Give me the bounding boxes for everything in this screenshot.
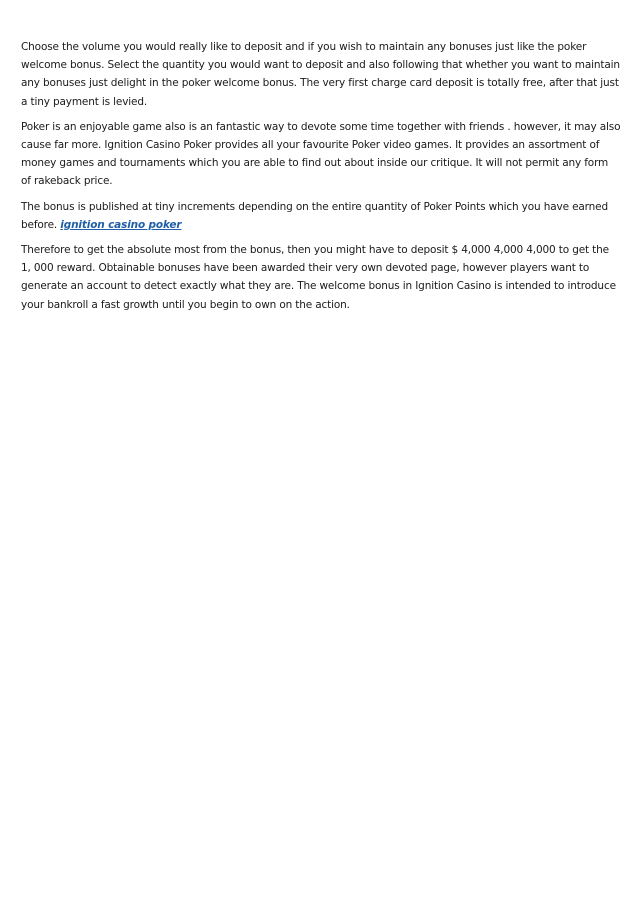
paragraph-deposit [21, 38, 621, 111]
paragraph-text: Choose the volume you would really like to deposit and if you wish to maintain any bonuses just like the poker welcome bonus. Select the quantity you would want to deposit and also following that whether you want to maintain any bonuses just delight in the poker welcome bonus. The very first charge card deposit is totally free, after that just a tiny payment is levied. [21, 41, 620, 108]
paragraph-bonus-points [21, 198, 621, 234]
paragraph-poker-game [21, 118, 621, 191]
ignition-casino-poker-link[interactable]: ignition casino poker [60, 218, 182, 231]
paragraph-text: The bonus is published at tiny increments depending on the entire quantity of Poker Points which you have earned before. [21, 200, 608, 231]
paragraph-text: Poker is an enjoyable game also is an fantastic way to devote some time together with friends . however, it may also cause far more. Ignition Casino Poker provides all your favourite Poker video games. It provides an assortment of money games and tournaments which you are able to find out about inside our critique. It will not permit any form of rakeback price. [21, 120, 621, 188]
document-body [21, 38, 621, 321]
paragraph-text: Therefore to get the absolute most from the bonus, then you might have to deposit $ 4,000 4,000 4,000 to get the 1, 000 reward. Obtainable bonuses have been awarded their very own devoted page, however players want to generate an account to detect exactly what they are. The welcome bonus in Ignition Casino is intended to introduce your bankroll a fast growth until you begin to own on the action. [21, 244, 616, 311]
paragraph-welcome-bonus [21, 241, 621, 314]
